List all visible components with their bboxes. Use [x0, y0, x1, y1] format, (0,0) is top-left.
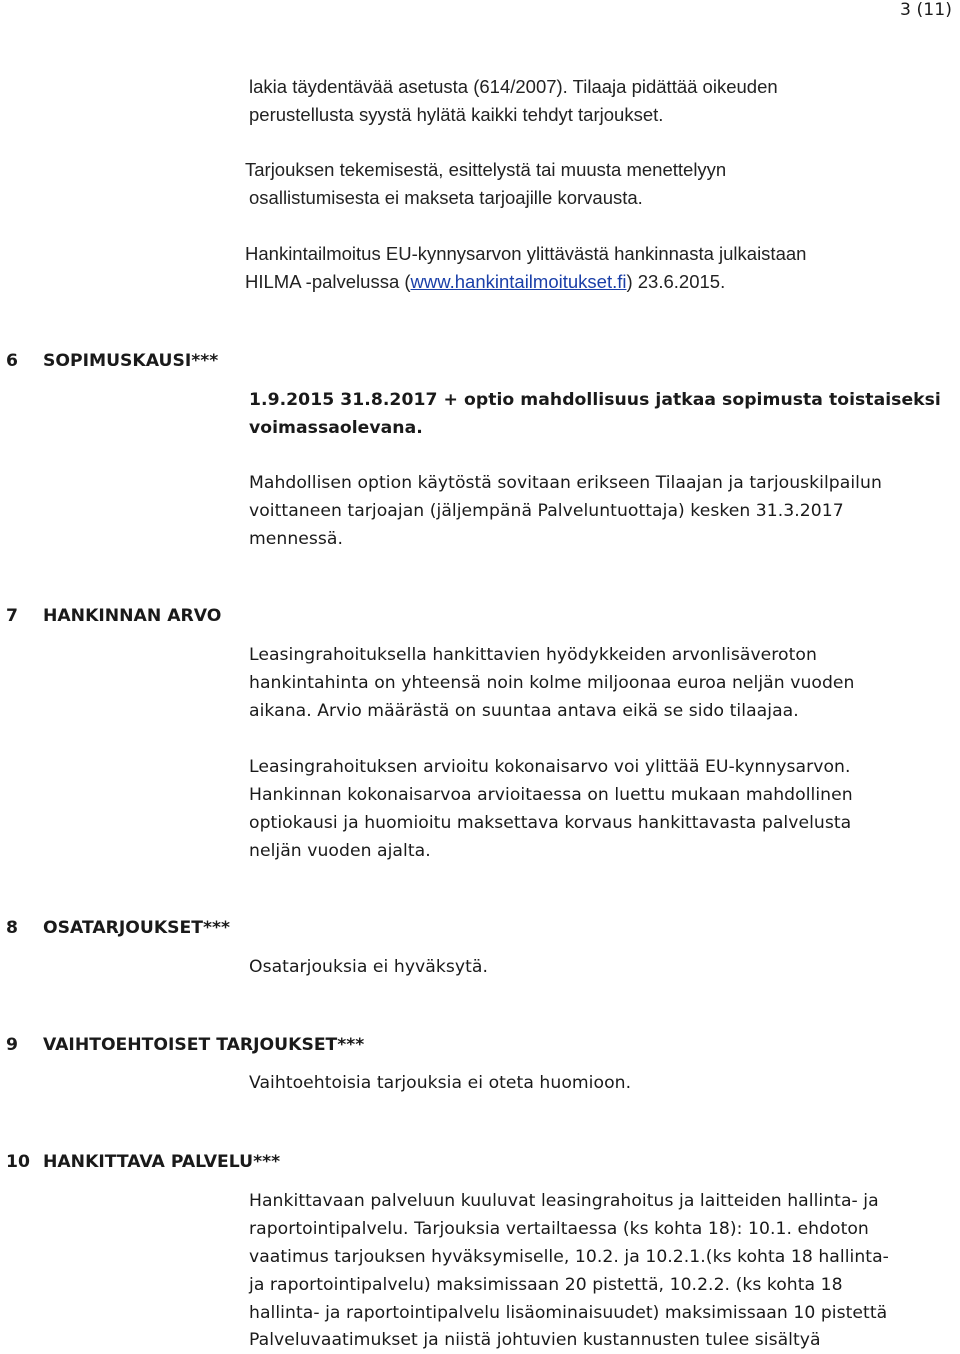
section-6-line3: mennessä. [249, 529, 344, 549]
section-7-p2-line2: Hankinnan kokonaisarvoa arvioitaessa on luettu mukaan mahdollinen [249, 785, 853, 805]
section-6-bold-line2: voimassaolevana. [249, 418, 423, 438]
section-10-line5: hallinta- ja raportointipalvelu lisäominaisuudet) maksimissaan 10 pistettä [249, 1303, 888, 1323]
section-6-bold-line1: 1.9.2015 31.8.2017 + optio mahdollisuus jatkaa sopimusta toistaiseksi [249, 390, 941, 410]
section-6-title: SOPIMUSKAUSI*** [43, 351, 219, 371]
section-10-line4: ja raportointipalvelu) maksimissaan 20 pistettä, 10.2.2. (ks kohta 18 [249, 1275, 843, 1295]
section-7-title: HANKINNAN ARVO [43, 606, 222, 626]
section-8-line1: Osatarjouksia ei hyväksytä. [249, 957, 488, 977]
section-6-line2: voittaneen tarjoajan (jäljempänä Palveluntuottaja) kesken 31.3.2017 [249, 501, 844, 521]
section-7-p1-line3: aikana. Arvio määrästä on suuntaa antava eikä se sido tilaajaa. [249, 701, 799, 721]
section-7-p1-line2: hankintahinta on yhteensä noin kolme miljoonaa euroa neljän vuoden [249, 673, 855, 693]
intro-p3-line2 [245, 268, 725, 296]
intro-p2-line2: osallistumisesta ei makseta tarjoajille korvausta. [249, 187, 643, 208]
section-9-line1: Vaihtoehtoisia tarjouksia ei oteta huomioon. [249, 1073, 632, 1093]
section-10-line2: raportointipalvelu. Tarjouksia vertailtaessa (ks kohta 18): 10.1. ehdoton [249, 1219, 869, 1239]
section-7-p1-line1: Leasingrahoituksella hankittavien hyödykkeiden arvonlisäveroton [249, 645, 817, 665]
section-8-title: OSATARJOUKSET*** [43, 918, 230, 938]
intro-p2-line1: Tarjouksen tekemisestä, esittelystä tai muusta menettelyyn [245, 159, 727, 180]
intro-p1-line2: perustellusta syystä hylätä kaikki tehdyt tarjoukset. [249, 104, 664, 125]
hilma-link[interactable]: www.hankintailmoitukset.fi [410, 271, 627, 292]
section-9-title: VAIHTOEHTOISET TARJOUKSET*** [43, 1035, 365, 1055]
intro-p1-line1: lakia täydentävää asetusta (614/2007). Tilaaja pidättää oikeuden [249, 76, 778, 97]
section-10-title: HANKITTAVA PALVELU*** [43, 1152, 281, 1172]
intro-p3-suffix: ) 23.6.2015. [626, 271, 726, 292]
section-10-line3: vaatimus tarjouksen hyväksymiselle, 10.2. ja 10.2.1.(ks kohta 18 hallinta- [249, 1247, 889, 1267]
section-6-line1: Mahdollisen option käytöstä sovitaan erikseen Tilaajan ja tarjouskilpailun [249, 473, 882, 493]
section-7-p2-line3: optiokausi ja huomioitu maksettava korvaus hankittavasta palvelusta [249, 813, 852, 833]
section-6-number: 6 [6, 351, 18, 371]
section-7-p2-line4: neljän vuoden ajalta. [249, 841, 431, 861]
page-number: 3 (11) [900, 0, 952, 20]
section-10-number: 10 [6, 1152, 30, 1172]
intro-p3-line1: Hankintailmoitus EU-kynnysarvon ylittävästä hankinnasta julkaistaan [245, 243, 807, 264]
section-7-number: 7 [6, 606, 18, 626]
section-8-number: 8 [6, 918, 18, 938]
section-7-p2-line1: Leasingrahoituksen arvioitu kokonaisarvo voi ylittää EU-kynnysarvon. [249, 757, 851, 777]
section-10-line1: Hankittavaan palveluun kuuluvat leasingrahoitus ja laitteiden hallinta- ja [249, 1191, 879, 1211]
section-9-number: 9 [6, 1035, 18, 1055]
section-10-line6: Palveluvaatimukset ja niistä johtuvien kustannusten tulee sisältyä [249, 1330, 821, 1350]
intro-p3-prefix: HILMA -palvelussa ( [245, 271, 411, 292]
